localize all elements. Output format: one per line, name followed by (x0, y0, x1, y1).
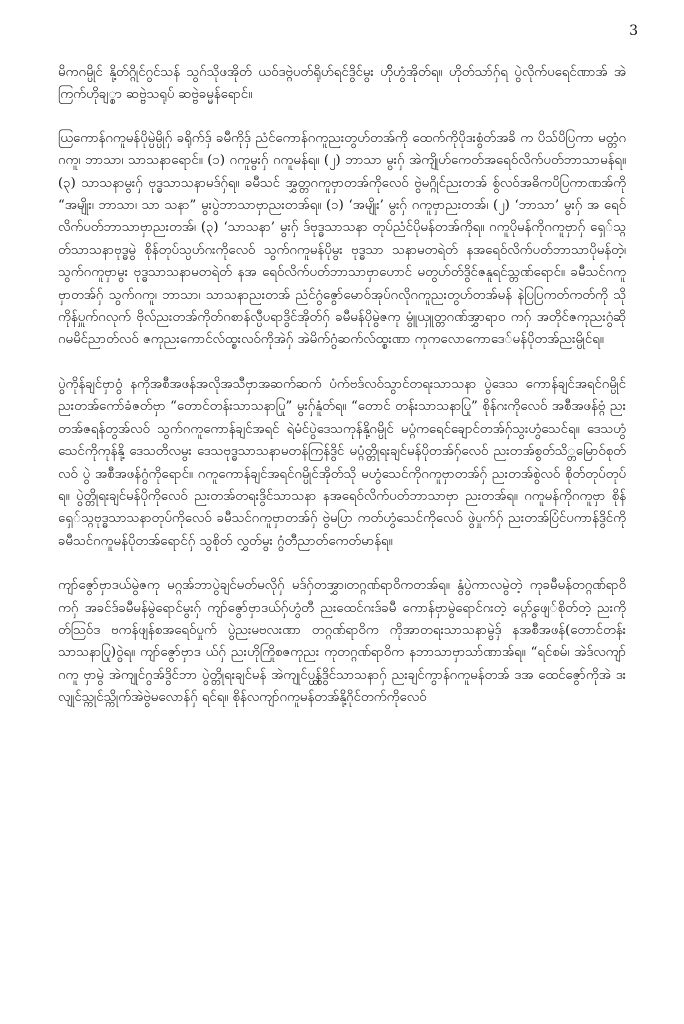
paragraph-4: ကျာ်ဇွော်ဗှာဒယ်မွဲဇကု မဂ္ဂအ်ဘာပွဲချင်မတ်မလိုဂှ် မဒ်ဂှ်တအွှာ၊တဂ္ဂဏ်ရာဝိကတအ်ရ။ နွံပွဲကာလမွဲတဲ့ ကုခမီမန်တဂ္ဂဏ်ရာဝိကဂှ် အခင်ဒ်ခမီမန်မွဲရောင်မွးဂှ် ကျာ်ဇွော်ဗှာဒယ်ဂှ်ဟွံတီ ညးထေင်ဂးဒ်ခမီ ကောန်ဗှာမွဲရောင်ဂးတဲ့ ပ္ဂွော်ဖျေ်စိုတ်တဲ့ ညးကိုတ်သြဝ်ဒ ဗကန်ဖျန်စအရေဝ်ပှုက် ပွဲညးမဗလးဏာ တဂ္ဂဏ်ရာဝိက ကိုအာတရးသာသနာမွဲဒှ် နအစီအဖန်(တောင်တန်းသာသနာပြု)ဝွဲရ။ ကျာ်ဇွော်ဗှာဒ ယ်ဂှ် ညးဟိုကြိုစဇကုညး ကုတဂ္ဂဏ်ရာဝိက နဘာသာဗှာသာ်ဏာအ်ရ။ “ရင်စမ်၊ အဲဒ်လကျာ်ဂကူ ဗှာမွဲ အဲကျုင်ဂွအ်ဒွိင်ဘာ ပွဲတ္တိုရးချင်မန် အဲကျုင်ပ္ပ္တန်ဒွိင်သာသနာဂှ် ညးချင်ကွာန်ဂကူမန်တအ် ဒအ ထေင်ဇွော်ကိုအဲ ဒးလျုင်သ္ကုင်သ္ကိုက်အဲဗွဲမလောန်ဂှ် ရင်ရ။ စိုန်လကျာ်ဂကူမန်တအ်နို့ဂိုင်တက်ကိုလေဝ် (58, 578, 626, 706)
paragraph-3: ပွဲကိုန်ချင်ဗှာဝွံ နကိုအစီအဖန်အလိုအသီဗှာအဆက်ဆက် ပံက်ဗဒ်လဝ်သွာင်တရးသာသနာ ပွဲဒေသ ကောန်ချင်အရင်ဂမ္ပိုင် ညးတအ်ကော်ခံဇတ်ဗှာ “တောင်တန်းသာသနာပြု” မွးဂှ်နူံတ်ရ။ “တောင် တန်းသာသနာပြု” စိုန်ဂးကိုလေဝ် အစီအဖန်ဗ္ဂံ ညးတအ်ဇရန်တွအ်လဝ် သွက်ဂကူကောန်ချင်အရင် ရဲမံင်ပွဲဒေသကုန်နို့ဂမ္ပိုင် မပ္ဂံကရေင်ချောင်တအ်ဂှ်သွးဟွံသေင်ရ။ ဒေသဟွံသေင်ကိုကုန်နို့ ဒေသတိလမွး ဒေသဗုဒ္ဓသာသနာမတန်ကြန်ဒွိင် မပ္ဂံတ္တိုရးချင်မန်ပိုတအ်ဂှ်လေဝ် ညးတအ်စွတ်သိ္တမြောဝ်စုတ်လဝ် ပွဲ အစီအဖန်ဂွံကိုရောင်။ ဂကူကောန်ချင်အရင်ဂမ္ပိုင်အိုတ်သို မဟွံသေင်ကိုဂကူဗှာတအ်ဂှ် ညးတအ်စွဲလဝ် စိုတ်တုပ်တုပ်ရ။ ပွဲတ္တိုရးချင်မန်ပိုကိုလေဝ် ညးတအ်တရးဒွိင်သာသနာ နအရေဝ်လိက်ပတ်ဘာသာဗှာ ညးတအ်ရ။ ဂကူမန်ကိုဂကူဗှာ စိုန်ရှေ်သ္ဂဗုဒ္ဓသာသနာတုပ်ကိုလေဝ် ခမီသင်ဂကူဗှာတအ်ဂှ် ဗွဲမပြာ ကတ်ဟွံသေင်ကိုလေဝ် ဖွဲပှုက်ဂှ် ညးတအ်ပြံင်ပကာန်ဒွိင်ကိုခမီသင်ဂကူမန်ပိုတအ်ရောင်ဂှ် သွစိုတ် လွှတ်မွး ဂွံတီညာတ်ကေတ်မာန်ရ။ (58, 376, 626, 549)
page-number: 3 (629, 23, 638, 39)
document-body (58, 62, 626, 732)
paragraph-1: မိကဂမ္ပိုင် နို့တ်ဂ္ဂိုင်ဂွင်သန် သွဂ်သိုဖအိုတ် ယဝ်ဒဗ္ဂဲပတ်ရိုဟ်ရင်ဒွိင်မွး ဟ်ိုဟွံအိုတ်ရ။ ဟိုတ်သာ်ဂှ်ရ ပွဲလိုက်ပရေင်ဏာအ် အဲကြက်ဟိုချ္စာ ဆဗ္ဗဲသရုပ် ဆဗ္ဗဲခမ္မန်ရောင်။ (58, 65, 626, 103)
paragraph-2: ယြကောန်ဂကူမန်ပိုမ္ပဲမ္ပိုဂှ် ခရိုက်ဒှ် ခမီကိုဒှ် ညံင်ကောန်ဂကူညးတွဟ်တအ်ကို ထေက်ကိုပိုဒးစွံတ်အခိ က ပိသ်ပိပြကာ မတ္တံဂဂကူ၊ ဘာသာ၊ သာသနာရောင်။ (၁) ဂကူမွးဂှ် ဂကူမန်ရ။ (၂) ဘာသာ မွးဂှ် အဲကျိုဟ်ကေတ်အရေဝ်လိက်ပတ်ဘာသာမန်ရ။ (၃) သာသနာမွးဂှ် ဗုဒ္ဓသာသနာမဒ်ဂှ်ရ။ ခမီသင် အွှတ္တဂကူဗှာတအ်ကိုလေဝ် ဗွဲမဂ္ဂိုင်ညးတအ် စွ်လဝ်အဓိကပိပြကာဏအ်ကို “အမျိုး၊ ဘာသာ၊ သာ သနာ” မွးပွဲဘာသာဗှာညးတအ်ရ။ (၁) ‘အမျိုး’ မွးဂှ် ဂကူဗှာညးတအ်၊ (၂) ‘ဘာသာ’ မွးဂှ် အ ရေဝ်လိက်ပတ်ဘာသာဗှာညးတအ်၊ (၃) ‘သာသနာ’ မွးဂှ် ဒ်ဗုဒ္ဓသာသနာ တုပ်ညံင်ပိုမန်တအ်ကိုရ။ ဂကူပိုမန်ကိုဂကူဗှာဂှ် ရှေ်သ္ဂတ်သာသနာဗုဒ္ဓမွဲ စိုန်တုပ်သ္ပဟ်ဂးကိုလေဝ် သွက်ဂကူမန်ပိုမွး ဗုဒ္ဓသာ သနာမတရဲတ် နအရေဝ်လိက်ပတ်ဘာသာပိုမန်တဲ့၊ သွက်ဂကူဗှာမွး ဗုဒ္ဓသာသနာမတရဲတ် နအ ရေဝ်လိက်ပတ်ဘာသာဗှာဟောင် မတွဟ်တ်ဒွိင်ဇနူရင်သ္တဏ်ရောင်။ ခမီသင်ဂကူဗှာတအ်ဂှ် သွက်ဂကူ၊ ဘာသာ၊ သာသနာညးတအ် ညံင်ဂွံဇွော်မောဝ်အုပ်ဂလိုဂကူညးတွဟ်တအ်မန် နဲပြပြကတ်ကတ်ကို သိုကိုန်ပှူက်ဂလုက် ဗိုလ်ညးတအ်ကိုတ်ဂစာန်လ္ပီပရာဒွိင်အိုတ်ဂှ် ခမီမန်ပိုမွဲဇကု မွူံယှူတ္တဂဏ်အွှာရာဝ ကဂှ် အတိုင်ဇကုညးဂွံဆိုဂမမိင်ညာတ်လဝ် ဇကုညးကောင်လ်ထ္စးလဝ်ကိုအဲဂှ် အဲမိက်ဂွံဆက်လ်ထ္စးဏာ ကုကလောကောဒေ်မန်ပိုတအ်ညးမ္ပိုင်ရ။ (58, 130, 626, 348)
